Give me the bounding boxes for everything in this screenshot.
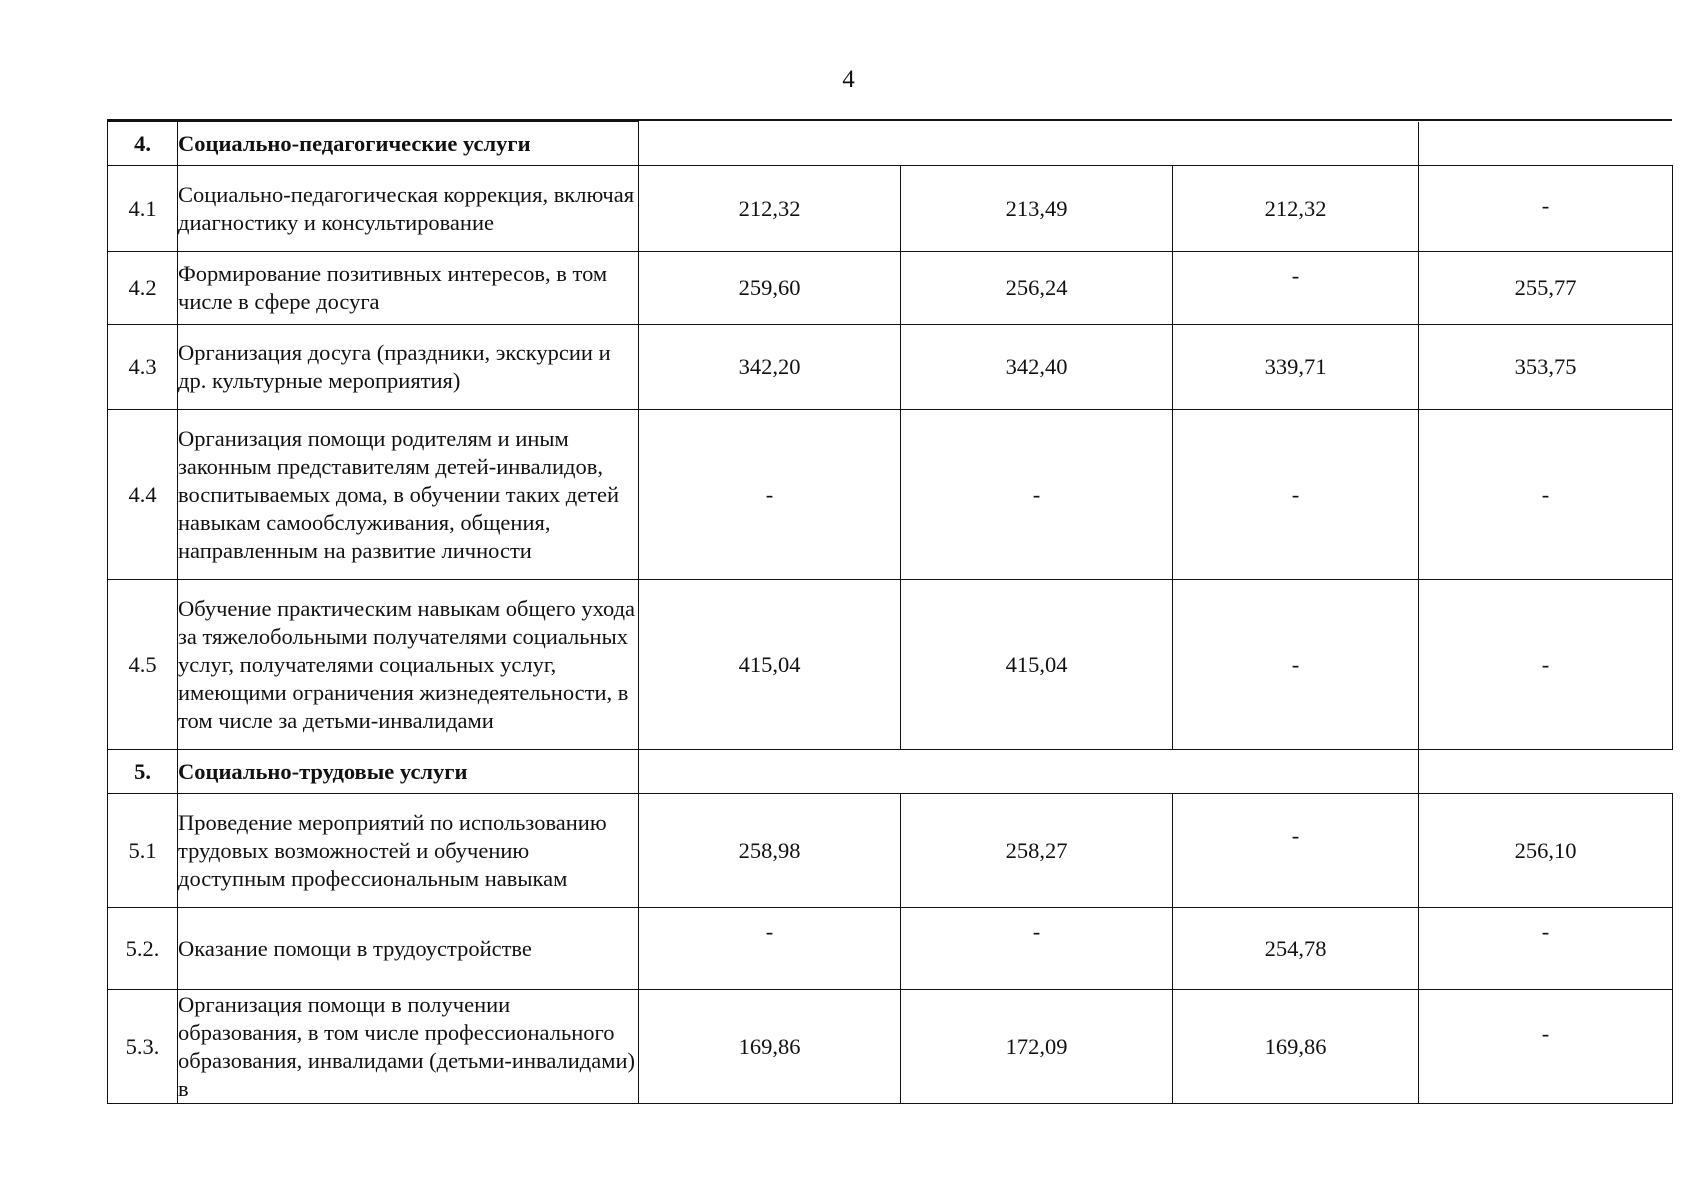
row-number: 4.: [108, 122, 178, 166]
row-number: 5.: [108, 750, 178, 794]
section-blank-cell: [1419, 122, 1673, 166]
table-row: [108, 794, 1673, 908]
section-blank-cell: [1419, 750, 1673, 794]
service-name: Формирование позитивных интересов, в том числе в сфере досуга: [178, 252, 639, 325]
service-name: Проведение мероприятий по использованию трудовых возможностей и обучению доступным профессиональным навыкам: [178, 794, 639, 908]
tariff-cell: 415,04: [639, 580, 901, 750]
tariff-cell: 169,86: [1173, 990, 1419, 1104]
tariff-cell: 258,27: [901, 794, 1173, 908]
services-tariff-table: [107, 121, 1673, 1104]
tariff-cell: -: [901, 410, 1173, 580]
row-number: 5.2.: [108, 908, 178, 990]
tariff-cell: 342,40: [901, 325, 1173, 410]
tariff-cell: -: [1419, 166, 1673, 252]
row-number: 4.2: [108, 252, 178, 325]
table-row: [108, 990, 1673, 1104]
tariff-cell: 342,20: [639, 325, 901, 410]
section-title: Социально-педагогические услуги: [178, 122, 639, 166]
tariff-cell: 256,10: [1419, 794, 1673, 908]
tariff-cell: -: [1419, 990, 1673, 1104]
section-row-5: [108, 750, 1673, 794]
service-name: Оказание помощи в трудоустройстве: [178, 908, 639, 990]
table-row: [108, 580, 1673, 750]
tariff-cell: 258,98: [639, 794, 901, 908]
table-row: [108, 252, 1673, 325]
tariff-cell: -: [639, 410, 901, 580]
tariff-cell: 254,78: [1173, 908, 1419, 990]
tariff-cell: 169,86: [639, 990, 901, 1104]
tariff-cell: 415,04: [901, 580, 1173, 750]
page-number: 4: [842, 66, 855, 93]
table-row: [108, 908, 1673, 990]
row-number: 4.1: [108, 166, 178, 252]
tariff-cell: 255,77: [1419, 252, 1673, 325]
service-name: Организация помощи родителям и иным законным представителям детей-инвалидов, воспитываемых дома, в обучении таких детей навыкам самообслуживания, общения, направленным на развитие личности: [178, 410, 639, 580]
tariff-cell: 339,71: [1173, 325, 1419, 410]
tariff-cell: -: [1173, 580, 1419, 750]
service-name: Обучение практическим навыкам общего ухода за тяжелобольными получателями социальных услуг, получателями социальных услуг, имеющими ограничения жизнедеятельности, в том числе за детьми-инвалидами: [178, 580, 639, 750]
tariff-cell: 212,32: [639, 166, 901, 252]
tariff-cell: -: [1419, 580, 1673, 750]
row-number: 5.3.: [108, 990, 178, 1104]
row-number: 4.3: [108, 325, 178, 410]
tariff-cell: -: [1419, 908, 1673, 990]
tariff-cell: 256,24: [901, 252, 1173, 325]
section-blank-cell: [639, 750, 1419, 794]
table-row: [108, 166, 1673, 252]
tariff-cell: -: [1419, 410, 1673, 580]
tariff-cell: -: [1173, 252, 1419, 325]
section-row-4: [108, 122, 1673, 166]
table-row: [108, 410, 1673, 580]
tariff-cell: -: [901, 908, 1173, 990]
service-name: Организация досуга (праздники, экскурсии и др. культурные мероприятия): [178, 325, 639, 410]
tariff-cell: 212,32: [1173, 166, 1419, 252]
tariff-cell: 353,75: [1419, 325, 1673, 410]
tariff-cell: 172,09: [901, 990, 1173, 1104]
table-row: [108, 325, 1673, 410]
tariff-cell: 213,49: [901, 166, 1173, 252]
service-name: Организация помощи в получении образования, в том числе профессионального образования, инвалидами (детьми-инвалидами) в: [178, 990, 639, 1104]
row-number: 4.4: [108, 410, 178, 580]
service-name: Социально-педагогическая коррекция, включая диагностику и консультирование: [178, 166, 639, 252]
tariff-cell: -: [1173, 794, 1419, 908]
tariff-cell: 259,60: [639, 252, 901, 325]
tariff-cell: -: [1173, 410, 1419, 580]
row-number: 4.5: [108, 580, 178, 750]
section-blank-cell: [639, 122, 1419, 166]
section-title: Социально-трудовые услуги: [178, 750, 639, 794]
row-number: 5.1: [108, 794, 178, 908]
tariff-cell: -: [639, 908, 901, 990]
